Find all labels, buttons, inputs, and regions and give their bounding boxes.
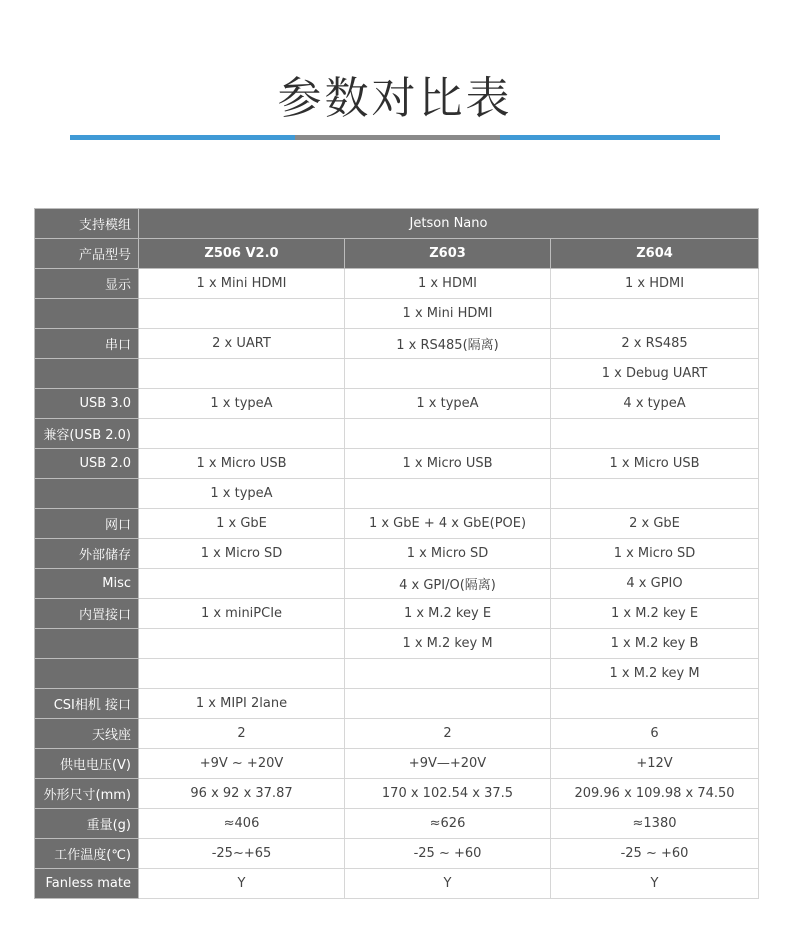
table-row [35,629,759,659]
table-cell: ≈406 [139,809,345,839]
table-cell: 2 [345,719,551,749]
row-label: Fanless mate [35,869,139,899]
table-row [35,599,759,629]
table-cell [139,419,345,449]
table-row [35,569,759,599]
row-label [35,299,139,329]
model-header: Z506 V2.0 [139,239,345,269]
table-cell: 1 x Mini HDMI [139,269,345,299]
table-cell: 1 x MIPI 2lane [139,689,345,719]
table-row [35,779,759,809]
row-label: USB 3.0 [35,389,139,419]
table-cell: 1 x M.2 key B [551,629,759,659]
table-cell [551,419,759,449]
table-cell: +9V ~ +20V [139,749,345,779]
table-cell: Y [139,869,345,899]
table-row [35,839,759,869]
table-cell: 2 x GbE [551,509,759,539]
model-header: Z604 [551,239,759,269]
table-cell: 4 x GPI/O(隔离) [345,569,551,599]
row-label [35,479,139,509]
table-row [35,689,759,719]
row-label: 外形尺寸(mm) [35,779,139,809]
row-label: Misc [35,569,139,599]
table-cell [345,659,551,689]
table-row [35,479,759,509]
table-cell [345,479,551,509]
table-cell: +12V [551,749,759,779]
row-label: 工作温度(℃) [35,839,139,869]
table-cell: 1 x typeA [139,389,345,419]
table-row [35,719,759,749]
table-cell: 2 x RS485 [551,329,759,359]
table-cell: ≈1380 [551,809,759,839]
table-cell: 6 [551,719,759,749]
table-cell: 1 x Micro SD [345,539,551,569]
table-cell: 1 x miniPCIe [139,599,345,629]
table-cell: 1 x HDMI [345,269,551,299]
table-cell [139,659,345,689]
table-cell: 1 x Debug UART [551,359,759,389]
table-cell: 4 x GPIO [551,569,759,599]
table-cell: -25~+65 [139,839,345,869]
table-cell: 1 x typeA [345,389,551,419]
table-row [35,359,759,389]
title-underline-left [70,135,295,140]
row-label: 供电电压(V) [35,749,139,779]
table-cell: 1 x Micro USB [551,449,759,479]
table-row [35,299,759,329]
table-cell: 209.96 x 109.98 x 74.50 [551,779,759,809]
model-label: 产品型号 [35,239,139,269]
support-module-row [35,209,759,239]
table-cell: -25 ~ +60 [345,839,551,869]
table-body [35,209,759,899]
table-cell [345,359,551,389]
table-cell: 1 x M.2 key E [345,599,551,629]
row-label [35,659,139,689]
table-cell: 1 x GbE [139,509,345,539]
row-label: 网口 [35,509,139,539]
table-cell: 96 x 92 x 37.87 [139,779,345,809]
title-underline-middle [295,135,500,140]
table-cell [551,299,759,329]
table-row [35,419,759,449]
table-cell [551,689,759,719]
table-cell: 1 x Micro USB [139,449,345,479]
table-cell: 1 x GbE + 4 x GbE(POE) [345,509,551,539]
table-cell: 1 x Micro SD [139,539,345,569]
table-cell: 1 x typeA [139,479,345,509]
table-cell: 1 x RS485(隔离) [345,329,551,359]
spec-comparison-table [34,208,759,899]
support-module-value: Jetson Nano [139,209,759,239]
table-cell: 170 x 102.54 x 37.5 [345,779,551,809]
table-cell: 1 x Micro SD [551,539,759,569]
table-row [35,659,759,689]
table-row [35,389,759,419]
row-label: 外部储存 [35,539,139,569]
row-label: USB 2.0 [35,449,139,479]
table-cell [345,419,551,449]
table-row [35,749,759,779]
row-label: 天线座 [35,719,139,749]
table-cell: 2 x UART [139,329,345,359]
table-cell: +9V—+20V [345,749,551,779]
table-cell [551,479,759,509]
table-cell [139,629,345,659]
table-cell: 4 x typeA [551,389,759,419]
title-underline-right [500,135,720,140]
table-cell: 1 x HDMI [551,269,759,299]
table-cell: Y [345,869,551,899]
support-module-label: 支持模组 [35,209,139,239]
row-label: 兼容(USB 2.0) [35,419,139,449]
table-row [35,269,759,299]
row-label [35,359,139,389]
row-label: 内置接口 [35,599,139,629]
table-row [35,449,759,479]
table-cell: 1 x Mini HDMI [345,299,551,329]
table-cell: ≈626 [345,809,551,839]
row-label: 显示 [35,269,139,299]
table-cell: 2 [139,719,345,749]
model-header: Z603 [345,239,551,269]
table-row [35,539,759,569]
row-label: 重量(g) [35,809,139,839]
table-cell: 1 x M.2 key E [551,599,759,629]
table-cell: Y [551,869,759,899]
row-label: CSI相机 接口 [35,689,139,719]
table-cell: 1 x M.2 key M [551,659,759,689]
row-label [35,629,139,659]
model-row [35,239,759,269]
table-cell [345,689,551,719]
table-cell [139,359,345,389]
table-cell [139,569,345,599]
table-row [35,509,759,539]
table-cell [139,299,345,329]
table-cell: 1 x M.2 key M [345,629,551,659]
row-label: 串口 [35,329,139,359]
table-cell: 1 x Micro USB [345,449,551,479]
table-row [35,809,759,839]
table-row [35,329,759,359]
table-cell: -25 ~ +60 [551,839,759,869]
table-row [35,869,759,899]
page-title: 参数对比表 [277,73,513,124]
